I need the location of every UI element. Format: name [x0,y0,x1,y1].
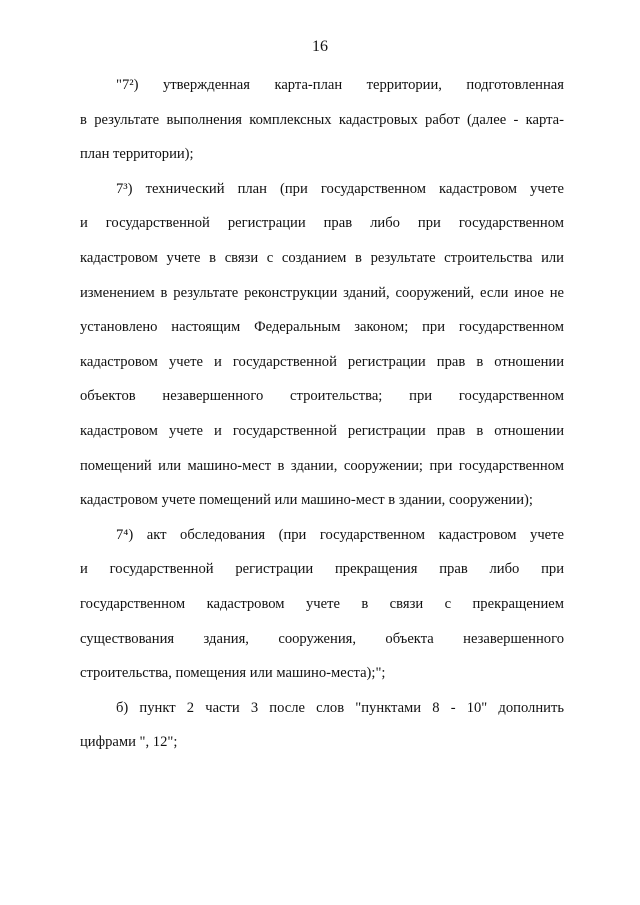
text-line: цифрами ", 12"; [80,734,178,751]
text-line: существования здания, сооружения, объекта незавершенного [80,630,564,647]
text-line: установлено настоящим Федеральным законом; при государственном [80,319,564,336]
paragraph-item-7-2 [80,68,564,172]
text-line: строительства, помещения или машино-места);"; [80,665,386,682]
text-line: и государственной регистрации прекращения прав либо при [80,561,564,578]
text-line: в результате выполнения комплексных кадастровых работ (далее - карта- [80,111,564,128]
text-line: помещений или машино-мест в здании, сооружении; при государственном [80,457,564,474]
text-line: 7³) технический план (при государственном кадастровом учете [116,180,564,197]
text-line: объектов незавершенного строительства; при государственном [80,388,564,405]
paragraph-item-7-4 [80,518,564,691]
text-line: "7²) утвержденная карта-план территории, подготовленная [116,77,564,93]
paragraph-item-b [80,691,564,760]
text-line: б) пункт 2 части 3 после слов "пунктами 8 - 10" дополнить [116,699,564,716]
text-line: и государственной регистрации прав либо при государственном [80,215,564,232]
text-line: план территории); [80,146,194,163]
text-line: кадастровом учете помещений или машино-мест в здании, сооружении); [80,492,533,509]
text-line: изменением в результате реконструкции зданий, сооружений, если иное не [80,284,564,301]
text-line: государственном кадастровом учете в связи с прекращением [80,595,564,612]
document-body [80,68,564,760]
text-line: кадастровом учете в связи с созданием в результате строительства или [80,249,564,266]
page-number: 16 [312,38,328,55]
text-line: кадастровом учете и государственной регистрации прав в отношении [80,422,564,439]
text-line: кадастровом учете и государственной регистрации прав в отношении [80,353,564,370]
paragraph-item-7-3 [80,172,564,518]
text-line: 7⁴) акт обследования (при государственном кадастровом учете [116,526,564,543]
